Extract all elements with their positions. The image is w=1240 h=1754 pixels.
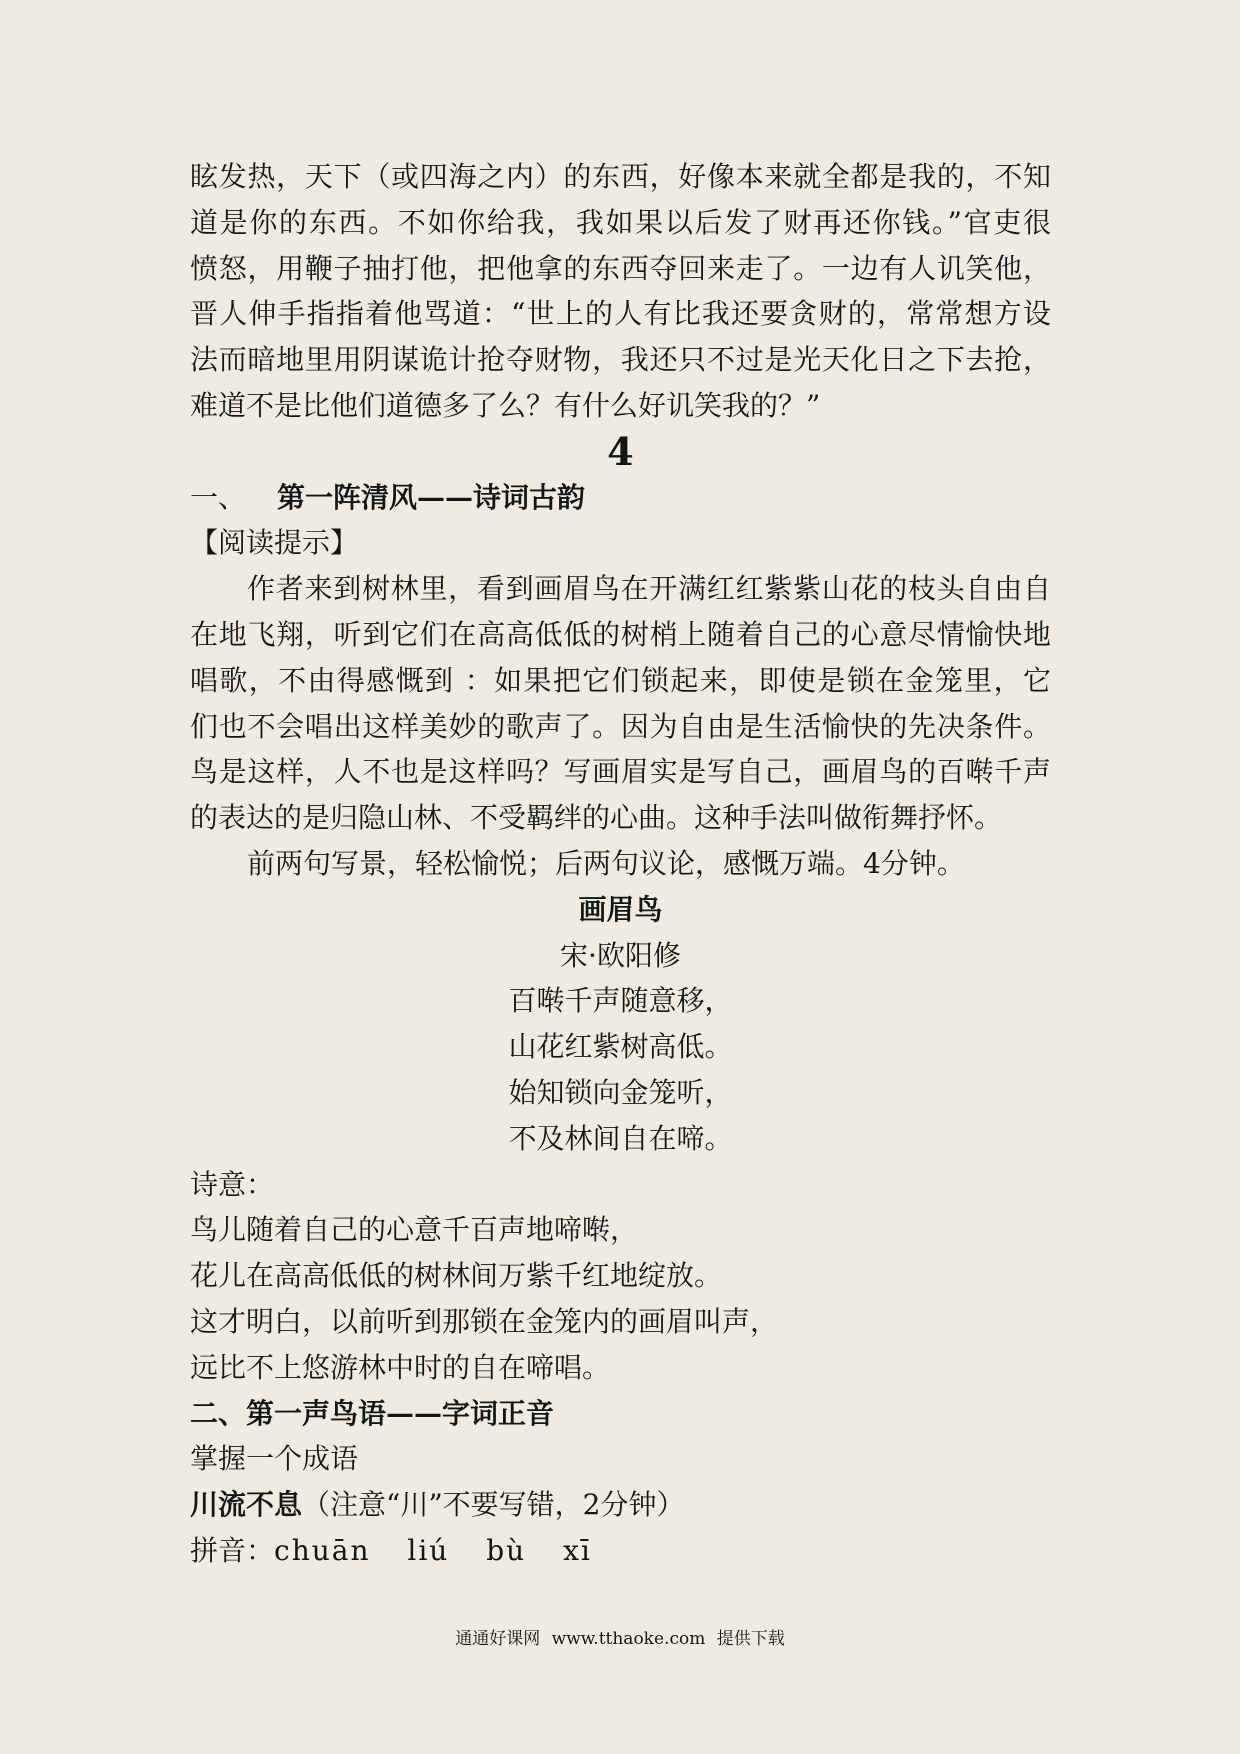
paragraph-line: 们也不会唱出这样美妙的歌声了。因为自由是生活愉快的先决条件。	[190, 709, 1051, 743]
poem-line: 百啭千声随意移，	[508, 984, 733, 1018]
poem-line: 不及林间自在啼。	[508, 1121, 733, 1155]
poem-line: 始知锁向金笼听，	[508, 1075, 733, 1109]
section-heading-1	[190, 475, 1051, 521]
reading-note: 前两句写景，轻松愉悦；后两句议论，感慨万端。4分钟。	[247, 846, 965, 880]
paragraph-line: 作者来到树林里，看到画眉鸟在开满红红紫紫山花的枝头自由自	[247, 572, 1051, 606]
lesson-number: 4	[607, 428, 634, 474]
page-content	[190, 154, 1051, 1574]
reading-tip-label: 【阅读提示】	[190, 526, 359, 560]
paragraph-line: 在地飞翔，听到它们在高高低低的树梢上随着自己的心意尽情愉快地	[190, 617, 1051, 651]
idiom-note: （注意“川”不要写错，2分钟）	[302, 1488, 685, 1522]
translation-line: 道是你的东西。不如你给我，我如果以后发了财再还你钱。”官吏很	[190, 205, 1051, 239]
meaning-line: 鸟儿随着自己的心意千百声地啼啭，	[190, 1213, 639, 1247]
poem-line: 山花红紫树高低。	[508, 1030, 733, 1064]
translation-line: 晋人伸手指指着他骂道：“世上的人有比我还要贪财的，常常想方设	[190, 297, 1051, 331]
paragraph-line: 唱歌，不由得感慨到 ：如果把它们锁起来，即使是锁在金笼里，它	[190, 663, 1051, 697]
pinyin-label: 拼音：	[190, 1533, 275, 1567]
translation-line: 难道不是比他们道德多了么？有什么好讥笑我的？”	[190, 388, 821, 422]
pinyin-line	[190, 1528, 1051, 1574]
poem-title: 画眉鸟	[578, 892, 663, 926]
translation-line: 法而暗地里用阴谋诡计抢夺财物，我还只不过是光天化日之下去抢，	[190, 343, 1051, 377]
section-heading-2: 二、第一声鸟语——字词正音	[190, 1396, 555, 1430]
meaning-line: 这才明白，以前听到那锁在金笼内的画眉叫声，	[190, 1304, 779, 1338]
section-subtitle: 掌握一个成语	[190, 1442, 359, 1476]
translation-line: 眩发热，天下（或四海之内）的东西，好像本来就全都是我的，不知	[190, 160, 1051, 193]
section-title: 第一阵清风——诗词古韵	[277, 480, 586, 514]
section-number: 一、	[190, 480, 247, 514]
paragraph-line: 的表达的是归隐山林、不受羁绊的心曲。这种手法叫做衔舞抒怀。	[190, 801, 1003, 835]
meaning-line: 花儿在高高低低的树林间万紫千红地绽放。	[190, 1259, 723, 1293]
pinyin-text: chuān liú bù xī	[274, 1533, 592, 1567]
page-footer: 通通好课网 www.tthaoke.com 提供下载	[455, 1629, 785, 1649]
meaning-label: 诗意：	[190, 1167, 275, 1201]
translation-line: 愤怒，用鞭子抽打他，把他拿的东西夺回来走了。一边有人讥笑他，	[190, 251, 1051, 285]
paragraph-line: 鸟是这样，人不也是这样吗？写画眉实是写自己，画眉鸟的百啭千声	[190, 755, 1051, 789]
idiom: 川流不息	[190, 1488, 303, 1522]
poem-author: 宋·欧阳修	[560, 938, 681, 972]
meaning-line: 远比不上悠游林中时的自在啼唱。	[190, 1350, 611, 1384]
idiom-line	[190, 1482, 1051, 1528]
